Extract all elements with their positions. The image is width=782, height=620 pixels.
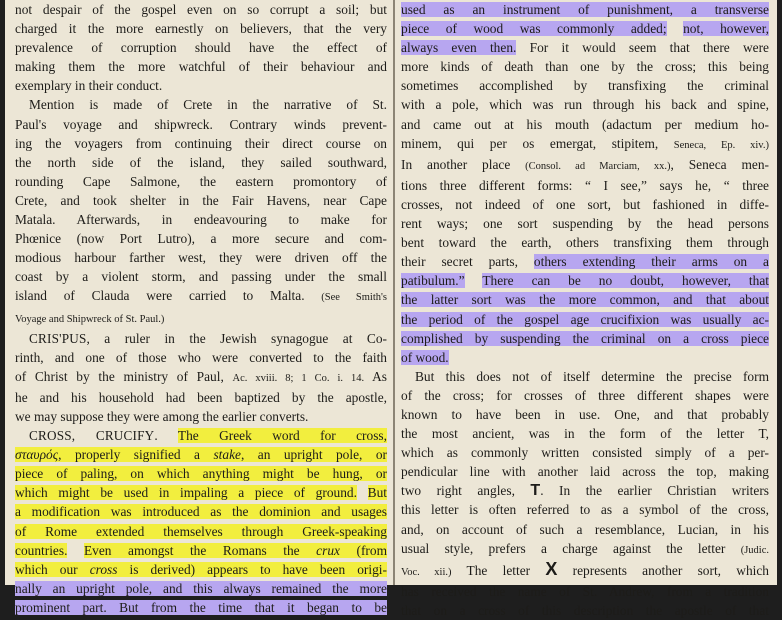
yellow-highlight: , an upright pole, or — [240, 447, 387, 463]
text-run: island of Clauda were carried to Malta. — [15, 288, 322, 304]
text-run: and came out at his mouth (adactum per medium ho- — [401, 116, 769, 132]
text-run: rinth, and one of those who were converted to the faith — [15, 349, 387, 365]
text-line — [401, 155, 769, 176]
purple-highlight: There can be no doubt, however, that — [482, 273, 770, 289]
purple-highlight: of wood. — [401, 349, 449, 365]
text-line — [15, 210, 387, 229]
text-line — [401, 424, 769, 443]
yellow-highlight: Even amongst the Romans the — [83, 542, 317, 558]
text-line — [15, 407, 387, 426]
text-line — [15, 134, 387, 153]
text-run: bent toward the earth, others transfixing them through — [401, 235, 769, 251]
yellow-highlight: cross — [89, 561, 118, 577]
text-line — [401, 271, 769, 290]
text-run: he and his household had been baptized by the apostle, — [15, 389, 387, 405]
text-line — [15, 329, 387, 348]
text-line — [15, 483, 387, 502]
purple-highlight: piece of wood was commonly added; — [401, 21, 667, 37]
entry-heading: CRIS'PUS — [29, 330, 87, 346]
text-line — [15, 248, 387, 267]
citation: Seneca, Ep. xiv.) — [673, 139, 769, 151]
text-line — [401, 329, 769, 348]
text-line — [15, 502, 387, 521]
right-column — [401, 0, 770, 618]
text-line — [15, 464, 387, 483]
citation: (See Smith's — [321, 292, 387, 304]
purple-highlight: others extending their arms on a — [533, 254, 769, 270]
text-run: the north side of the island, they sailed southward, — [15, 154, 387, 170]
text-line — [401, 176, 769, 195]
text-run: represents another sort, which — [557, 562, 769, 578]
text-line — [401, 405, 769, 424]
yellow-highlight: of Rome extended themselves through Greek-speaking — [15, 523, 387, 539]
text-run: exemplary in their conduct. — [15, 78, 163, 94]
yellow-highlight: σταυρός — [15, 447, 59, 463]
letter-symbol: T — [530, 482, 541, 500]
column-divider — [393, 0, 395, 585]
text-line — [401, 443, 769, 462]
text-line — [15, 522, 387, 541]
text-line — [401, 520, 769, 539]
text-line — [401, 462, 769, 481]
text-run: Matala. Afterwards, in endeavouring to make for — [15, 212, 387, 228]
text-line — [15, 426, 387, 445]
text-run: charged it the more earnestly on believers, that the very — [15, 21, 387, 37]
text-line — [401, 19, 769, 38]
text-run: minem, qui per os emergat, stipitem, — [401, 135, 674, 151]
text-run: the most ancient, was in the form of the letter T, — [401, 426, 769, 442]
text-line — [401, 252, 769, 271]
text-line — [401, 134, 769, 155]
text-run: usual style, prefers a charge against the letter — [401, 540, 741, 556]
text-line — [15, 0, 387, 19]
entry-heading: CROSS, CRUCIFY — [29, 428, 155, 444]
text-run: that on a cross of this description the apostle of that — [401, 602, 769, 618]
text-line — [401, 76, 769, 95]
citation: (Judic. — [740, 544, 769, 556]
yellow-highlight: The Greek word for cross, — [177, 428, 387, 444]
text-run: with a pole, which was run through his back and spine, — [401, 97, 769, 113]
text-run: Crete, and took shelter in the Fair Havens, near Cape — [15, 192, 387, 208]
text-line — [401, 500, 769, 519]
text-line — [15, 153, 387, 172]
purple-highlight: nally an upright pole, — [15, 580, 153, 596]
text-run: Paul's voyage and shipwreck. Contrary winds prevent- — [15, 116, 387, 132]
yellow-highlight: crux — [316, 542, 340, 558]
text-line — [401, 38, 769, 57]
text-run: prevalence of corruption should have the effect of — [15, 40, 387, 56]
book-page — [5, 0, 777, 618]
text-run: . In the earlier Christian writers — [540, 483, 769, 499]
purple-highlight: used as an instrument of punishment, a transverse — [401, 2, 769, 17]
text-line — [401, 214, 769, 233]
text-run: known to have been in use. One, and that probably — [401, 406, 769, 422]
citation: Voc. xii.) — [401, 566, 452, 578]
text-line — [15, 560, 387, 579]
text-run: two right angles, — [401, 483, 531, 499]
text-line — [15, 598, 387, 617]
text-line — [401, 367, 769, 386]
text-line — [401, 582, 769, 601]
text-line — [15, 19, 387, 38]
text-run: pendicular line with another laid across the top, making — [401, 464, 769, 480]
yellow-highlight: , properly signified a — [58, 447, 214, 463]
text-run: of the cross; for crosses of three different shapes were — [401, 387, 769, 403]
purple-highlight: prominent part. — [15, 599, 107, 615]
yellow-highlight: (from — [339, 542, 387, 558]
text-run: modious harbour farther west, they were driven off the — [15, 250, 387, 266]
text-line — [401, 539, 769, 560]
yellow-highlight: a modification was introduced as the dominion and usages — [15, 504, 387, 520]
purple-highlight: not, however, — [683, 21, 769, 37]
purple-highlight: patibulum.” — [401, 273, 465, 289]
text-run — [667, 21, 684, 36]
purple-highlight: But from the time that it began to be — [106, 599, 387, 615]
text-run: making them the more watchful of their behaviour and — [15, 59, 387, 75]
text-line — [15, 38, 387, 57]
purple-highlight: and this always remained the more — [152, 580, 388, 596]
text-run — [67, 543, 84, 558]
text-run: ing the voyagers from continuing their direct course on — [15, 135, 387, 151]
text-line — [15, 267, 387, 286]
text-run: As — [364, 368, 387, 384]
text-line — [15, 115, 387, 134]
text-run: this letter is often referred to as a symbol of the cross, — [401, 502, 769, 518]
text-line — [401, 233, 769, 252]
yellow-highlight: which might be used in impaling a piece of ground. — [15, 485, 357, 501]
yellow-highlight: countries. — [15, 542, 68, 558]
text-line — [15, 191, 387, 210]
text-run: coast by a violent storm, and passing under the small — [15, 269, 387, 285]
text-run: tions three different forms: “ I see,” says he, “ three — [401, 177, 769, 193]
text-run: more kinds of death than one by the cross; this being — [401, 59, 769, 75]
purple-highlight: the period of the gospel age crucifixion was usually ac- — [401, 311, 769, 327]
text-run: sometimes accomplished by transfixing the criminal — [401, 78, 769, 94]
text-run — [465, 273, 483, 288]
text-run: of Christ by the ministry of Paul, — [15, 368, 233, 384]
text-line — [401, 386, 769, 405]
text-line — [15, 388, 387, 407]
text-line — [15, 95, 387, 114]
text-run: rent ways; one sort suspending by the head persons — [401, 216, 769, 232]
text-run: Mention is made of Crete in the narrative of St. — [29, 97, 387, 113]
text-line — [15, 579, 387, 598]
text-line — [15, 367, 387, 388]
text-line — [15, 229, 387, 248]
text-run: their secret parts, — [401, 254, 534, 270]
text-run: The letter — [451, 562, 546, 578]
yellow-highlight: stake — [213, 447, 241, 463]
text-run: crosses, not indeed of one sort, but fashioned in diffe- — [401, 196, 769, 212]
text-run: , a ruler in the Jewish synagogue at Co- — [86, 330, 387, 346]
purple-highlight: always even then. — [401, 40, 517, 56]
yellow-highlight: piece of paling, on which anything might be hung, or — [15, 466, 387, 482]
text-line — [15, 57, 387, 76]
text-line — [401, 310, 769, 329]
text-line — [401, 348, 769, 367]
yellow-highlight: is derived) appears to have been origi- — [117, 561, 387, 577]
letter-symbol: X — [545, 558, 558, 579]
text-run — [357, 485, 368, 500]
citation: (Consol. ad Marciam, xx.) — [525, 160, 671, 172]
text-line — [15, 172, 387, 191]
yellow-highlight: But — [367, 485, 387, 501]
text-line — [15, 541, 387, 560]
text-line — [401, 195, 769, 214]
text-run: , Seneca men- — [670, 156, 769, 172]
text-run: For it would seem that there were — [516, 40, 770, 56]
purple-highlight: complished by suspending the criminal on a cross piece — [401, 330, 769, 346]
text-line — [15, 286, 387, 307]
text-line — [401, 0, 769, 19]
left-column — [15, 0, 388, 615]
yellow-highlight: which our — [15, 561, 90, 577]
text-line — [15, 76, 387, 95]
citation: Ac. xviii. 8; 1 Co. i. 14. — [232, 372, 365, 384]
citation: Voyage and Shipwreck of St. Paul.) — [15, 313, 165, 325]
purple-highlight: the latter sort was the more common, and that about — [401, 292, 769, 308]
text-run: rounding Cape Salmone, the eastern promontory of — [15, 173, 387, 189]
text-line — [401, 115, 769, 134]
text-line — [15, 348, 387, 367]
text-line — [401, 57, 769, 76]
text-run: has received the name of St. Andrew, from a tradition — [401, 583, 769, 599]
text-run: But this does not of itself determine the precise form — [415, 368, 769, 384]
text-run: and, on account of such a resemblance, Lucian, in his — [401, 521, 769, 537]
text-run: not despair of the gospel even on so corrupt a soil; but — [15, 2, 387, 17]
text-line — [15, 308, 387, 329]
text-run: we may suppose they were among the earlier converts. — [15, 408, 309, 424]
text-line — [401, 481, 769, 500]
text-run: . — [154, 428, 178, 444]
text-run: In another place — [401, 156, 526, 172]
text-line — [401, 560, 769, 582]
text-line — [15, 445, 387, 464]
text-line — [401, 601, 769, 620]
text-run: Phœnice (now Port Lutro), a more secure and com- — [15, 231, 387, 247]
text-run: which as commonly written consisted simply of a per- — [401, 445, 769, 461]
text-line — [401, 95, 769, 114]
text-line — [401, 290, 769, 309]
